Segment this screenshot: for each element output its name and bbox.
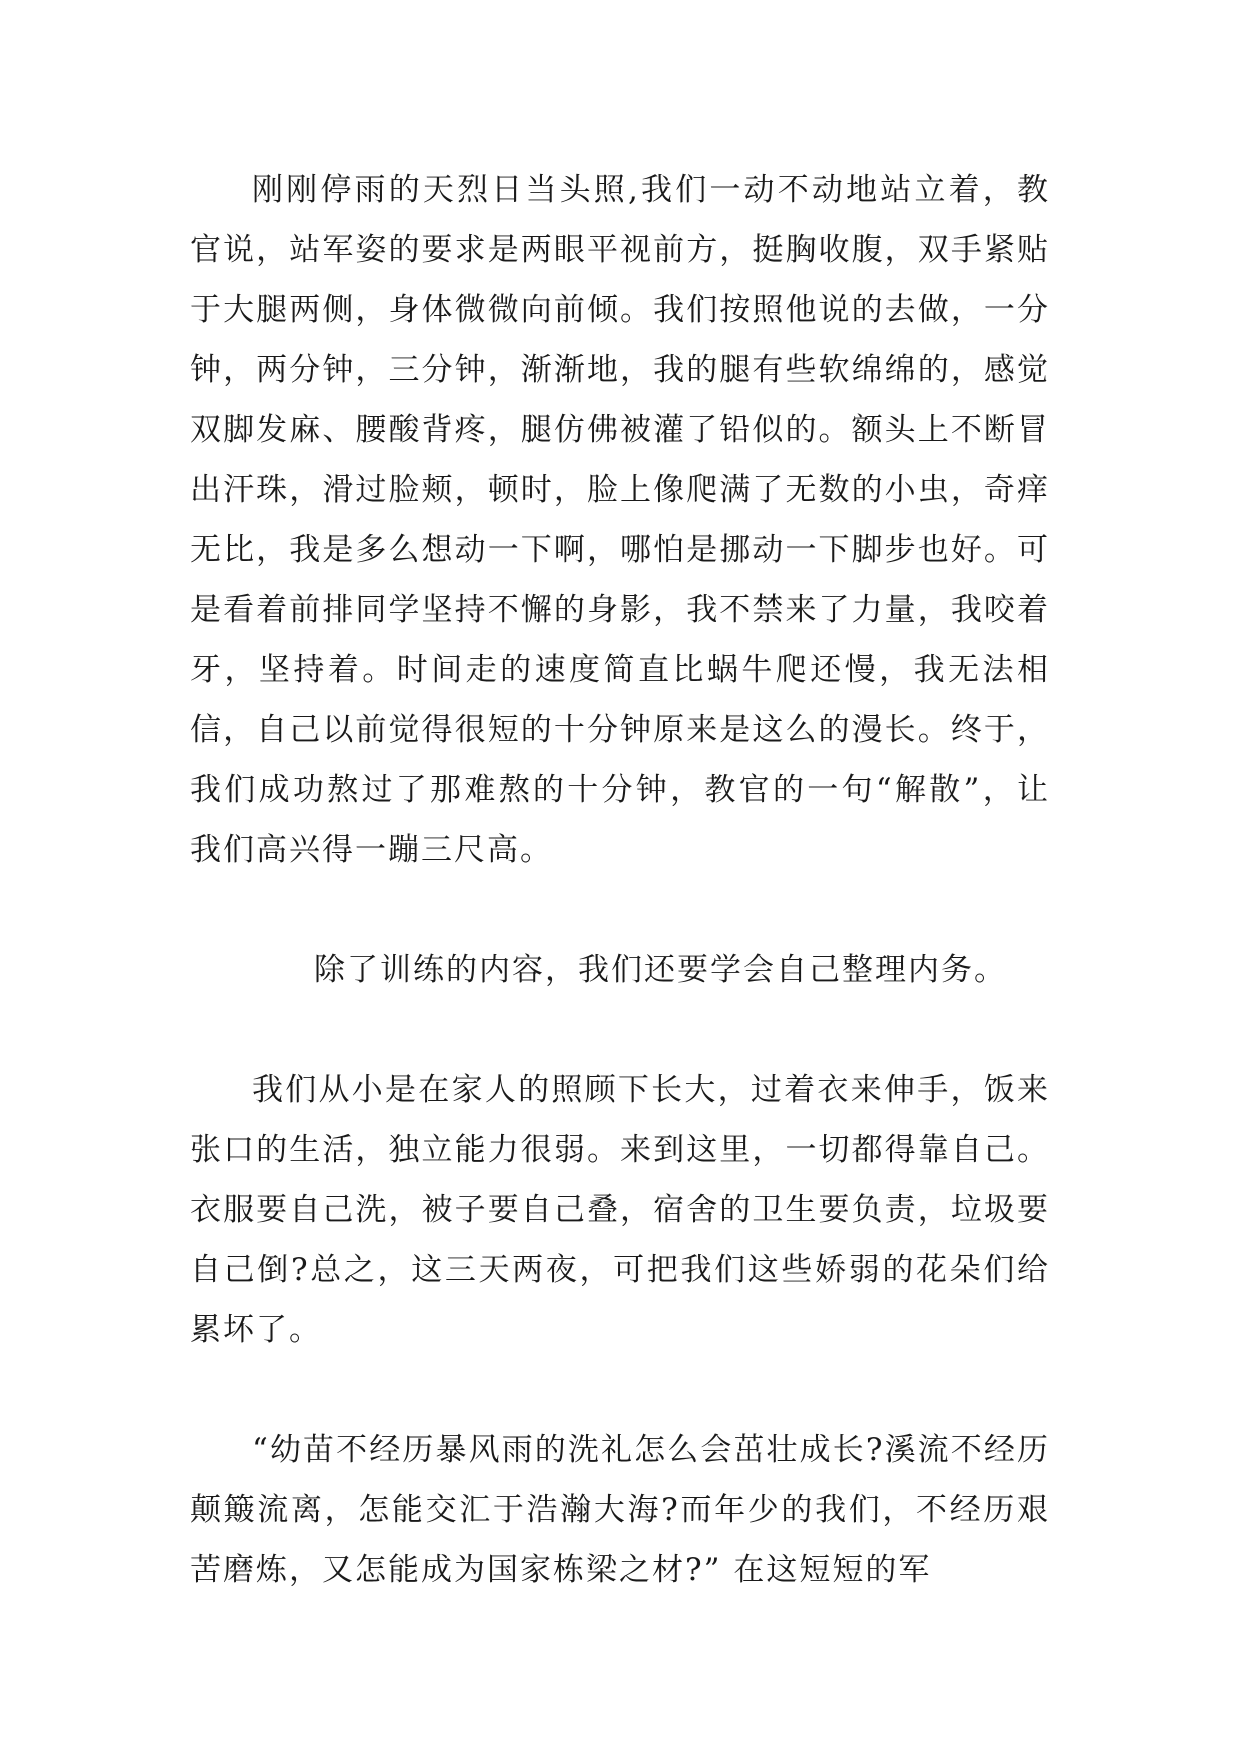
paragraph-independence: 我们从小是在家人的照顾下长大，过着衣来伸手，饭来张口的生活，独立能力很弱。来到这里，一切都得靠自己。衣服要自己洗，被子要自己叠，宿舍的卫生要负责，垃圾要自己倒?总之，这三天两夜，可把我们这些娇弱的花朵们给累坏了。: [190, 1072, 1050, 1348]
document-body: [190, 160, 1050, 1600]
paragraph-quote: “幼苗不经历暴风雨的洗礼怎么会茁壮成长?溪流不经历颠簸流离，怎能交汇于浩瀚大海?而年少的我们，不经历艰苦磨炼，又怎能成为国家栋梁之材?” 在这短短的军: [190, 1432, 1050, 1588]
paragraph-housekeeping-intro: 除了训练的内容，我们还要学会自己整理内务。: [314, 952, 1007, 988]
paragraph-military-posture: 刚刚停雨的天烈日当头照,我们一动不动地站立着，教官说，站军姿的要求是两眼平视前方，挺胸收腹，双手紧贴于大腿两侧，身体微微向前倾。我们按照他说的去做，一分钟，两分钟，三分钟，渐渐地，我的腿有些软绵绵的，感觉双脚发麻、腰酸背疼，腿仿佛被灌了铅似的。额头上不断冒出汗珠，滑过脸颊，顿时，脸上像爬满了无数的小虫，奇痒无比，我是多么想动一下啊，哪怕是挪动一下脚步也好。可是看着前排同学坚持不懈的身影，我不禁来了力量，我咬着牙，坚持着。时间走的速度简直比蜗牛爬还慢，我无法相信，自己以前觉得很短的十分钟原来是这么的漫长。终于，我们成功熬过了那难熬的十分钟，教官的一句“解散”，让我们高兴得一蹦三尺高。: [190, 172, 1050, 868]
